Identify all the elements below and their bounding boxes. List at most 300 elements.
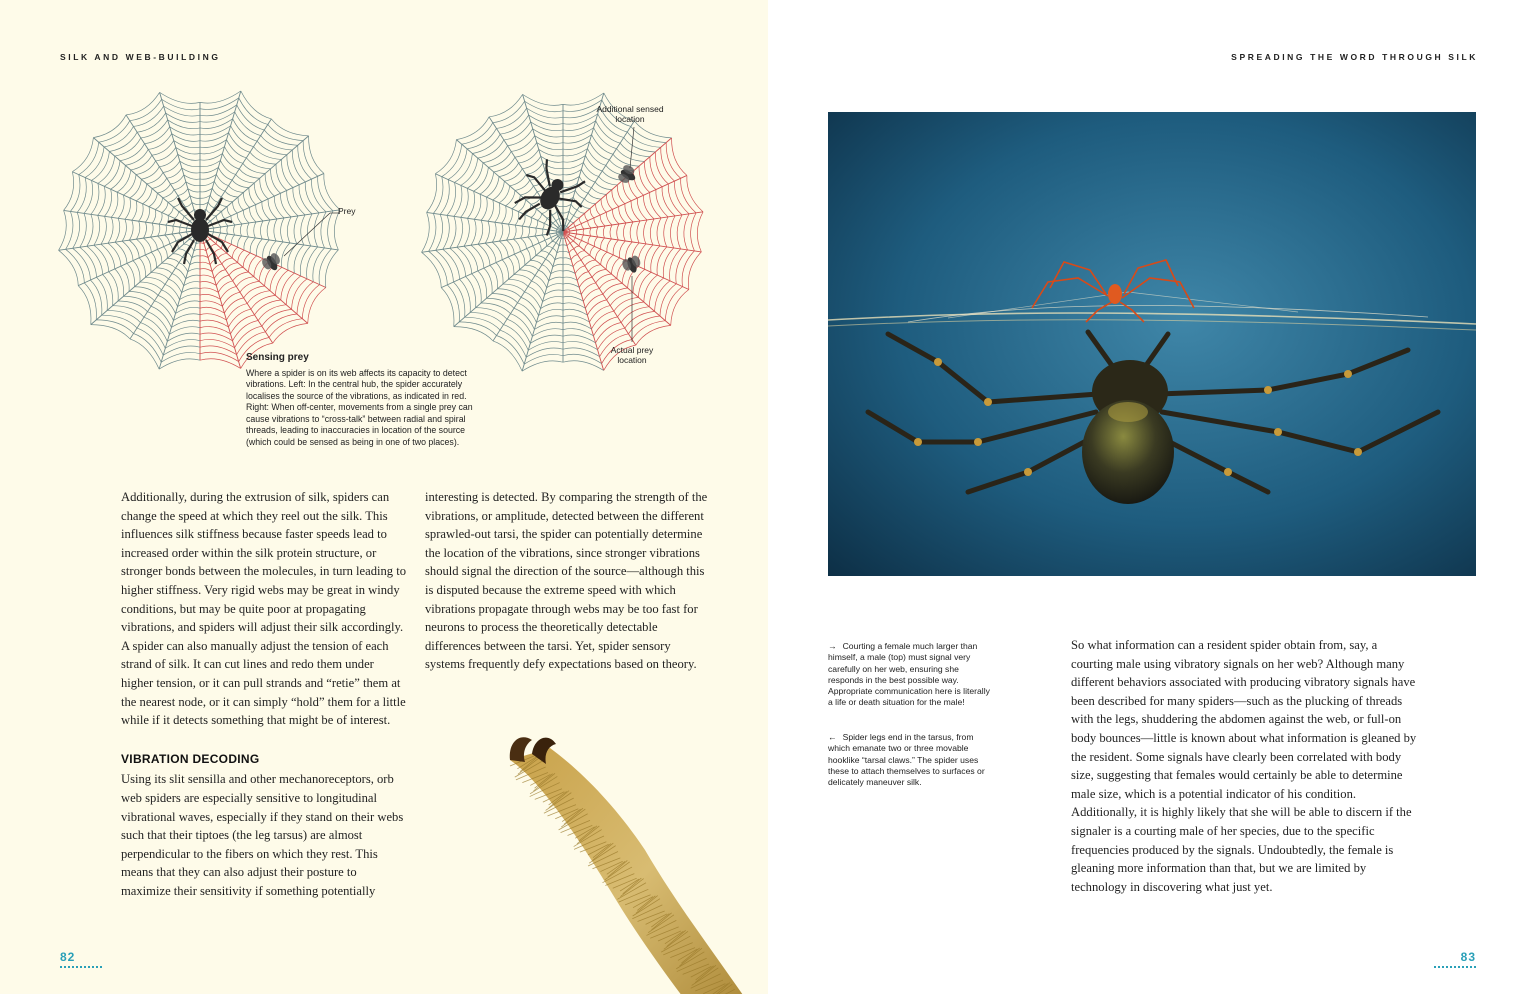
web-spiral (182, 168, 200, 173)
running-header-left: SILK AND WEB-BUILDING (60, 52, 221, 62)
web-spiral (596, 323, 622, 343)
web-spiral (78, 286, 91, 325)
web-spiral (243, 210, 249, 223)
web-spiral (172, 234, 176, 241)
web-spiral (577, 210, 584, 213)
web-spiral (174, 182, 186, 190)
web-spiral (571, 204, 577, 210)
web-spiral (141, 167, 159, 179)
web-spiral (599, 176, 618, 184)
web-spiral (563, 251, 569, 252)
web-spiral (243, 163, 265, 173)
web-spiral (542, 209, 549, 214)
web-spiral (85, 147, 104, 178)
web-spiral (324, 173, 340, 209)
web-spiral (227, 226, 228, 234)
web-spiral (139, 204, 144, 221)
web-spiral (73, 248, 91, 280)
web-spiral (535, 276, 547, 288)
web-spiral (225, 191, 238, 197)
web-spiral (576, 230, 577, 234)
web-spiral (178, 154, 200, 160)
right-page (768, 0, 1536, 994)
web-spiral (493, 101, 525, 122)
web-spiral (569, 211, 574, 215)
web-spiral (514, 308, 534, 329)
web-spiral (536, 256, 546, 260)
web-spiral (492, 222, 496, 242)
web-spiral (594, 218, 598, 227)
web-spiral (519, 270, 535, 276)
web-spiral (122, 219, 126, 241)
web-spiral (585, 213, 588, 221)
web-spiral (200, 294, 220, 299)
web-spiral (563, 258, 571, 260)
web-spiral (536, 316, 563, 323)
web-spiral (555, 258, 563, 260)
web-spiral (208, 202, 214, 208)
web-spiral (200, 301, 222, 306)
web-spiral (101, 216, 106, 244)
web-spiral (525, 265, 539, 270)
web-spiral (655, 152, 668, 184)
web-spiral (84, 283, 96, 320)
web-spiral (136, 221, 139, 239)
web-spiral (556, 218, 559, 220)
web-spiral (158, 236, 164, 247)
web-spiral (73, 212, 80, 248)
label-additional-location: Additional sensed location (596, 104, 664, 124)
caption-text: Courting a female much larger than himself, a male (top) must signal very carefully on her web, ensuring she responds in the best possible way. Appropriate communication here is literally a life or death situation for the male! (828, 641, 990, 708)
web-spiral (121, 266, 129, 291)
web-spiral (592, 135, 613, 155)
web-spiral (159, 154, 177, 166)
web-spiral (606, 194, 612, 209)
spider-leg-image (470, 720, 768, 994)
web-spiral (543, 296, 563, 301)
web-spiral (563, 329, 593, 336)
web-spiral (145, 277, 165, 284)
web-spiral (503, 325, 528, 351)
web-spiral (656, 190, 668, 217)
web-spiral (232, 247, 237, 258)
web-spiral (91, 325, 130, 339)
web-spiral (521, 238, 527, 249)
web-spiral (186, 182, 200, 186)
web-spiral (436, 214, 443, 250)
web-spiral (464, 218, 469, 246)
web-spiral (178, 301, 200, 307)
web-spiral (254, 259, 263, 277)
web-spiral (472, 134, 500, 153)
web-spiral (152, 178, 167, 188)
web-spiral (530, 170, 545, 180)
web-spiral (200, 262, 210, 264)
web-spiral (172, 274, 184, 286)
web-spiral (220, 227, 221, 233)
web-spiral (613, 240, 618, 255)
web-spiral (513, 225, 516, 239)
web-spiral (325, 250, 338, 288)
web-spiral (462, 123, 493, 145)
web-spiral (180, 161, 200, 167)
caption-title: Sensing prey (246, 352, 309, 363)
web-spiral (468, 191, 475, 218)
web-spiral (601, 238, 605, 249)
web-spiral (637, 198, 647, 220)
web-spiral (233, 119, 257, 141)
web-spiral (590, 246, 595, 255)
web-spiral (256, 239, 262, 256)
web-spiral (567, 237, 569, 238)
web-spiral (450, 216, 456, 248)
web-spiral (595, 249, 600, 260)
web-spiral (595, 182, 612, 190)
web-spiral (192, 202, 200, 204)
leg-caption (828, 732, 990, 788)
web-spiral (552, 211, 557, 214)
web-spiral (227, 206, 231, 215)
web-spiral (66, 249, 85, 283)
web-spiral (200, 91, 241, 103)
web-spiral (563, 283, 579, 287)
web-spiral (133, 106, 163, 126)
web-spiral (443, 215, 450, 249)
web-spiral (484, 268, 492, 293)
web-offcenter-diagram (422, 93, 703, 371)
web-spiral (308, 287, 326, 323)
web-spiral (265, 174, 274, 197)
web-spiral (168, 195, 178, 202)
web-spiral (72, 138, 93, 172)
web-spiral (200, 181, 214, 185)
web-spiral (664, 217, 668, 247)
web-spiral (547, 246, 553, 248)
web-spiral (147, 172, 163, 183)
web-spiral (565, 225, 567, 226)
web-spiral (545, 290, 563, 295)
web-spiral (508, 209, 512, 224)
web-spiral (141, 120, 168, 138)
web-spiral (506, 190, 515, 205)
web-spiral (688, 252, 701, 290)
web-spiral (551, 238, 552, 242)
web-spiral (670, 216, 675, 248)
web-spiral (539, 243, 542, 251)
web-spiral (140, 282, 162, 290)
web-spiral (563, 264, 573, 266)
web-spiral (70, 175, 80, 212)
web-spiral (553, 264, 563, 267)
web-spiral (563, 277, 577, 280)
web-spiral (582, 224, 584, 229)
web-spiral (140, 323, 165, 349)
web-spiral (606, 255, 613, 269)
web-spiral (573, 260, 581, 266)
web-spiral (563, 296, 583, 301)
web-spiral (610, 225, 612, 239)
web-spiral (250, 207, 256, 222)
web-spiral (528, 237, 533, 246)
page-number-left: 82 (60, 950, 76, 964)
web-spiral (541, 251, 549, 254)
web-spiral (471, 219, 476, 245)
figure-caption (246, 352, 482, 448)
web-spiral (166, 113, 200, 122)
web-spiral (220, 287, 236, 300)
web-spiral (225, 234, 228, 242)
web-spiral (474, 194, 481, 219)
web-spiral (596, 274, 612, 283)
web-spiral (234, 225, 235, 235)
web-spiral (125, 149, 148, 165)
web-spiral (527, 108, 563, 118)
web-spiral (243, 192, 249, 207)
web-spiral (496, 108, 526, 128)
web-spiral (200, 327, 230, 334)
web-spiral (524, 354, 563, 364)
web-spiral (165, 235, 170, 244)
web-spiral (545, 259, 552, 267)
web-spiral (235, 112, 261, 136)
web-spiral (122, 241, 133, 260)
web-spiral (563, 322, 591, 329)
web-spiral (80, 247, 97, 277)
web-spiral (239, 98, 268, 125)
web-spiral (118, 195, 124, 218)
web-spiral (649, 278, 663, 307)
web-spiral (563, 156, 585, 163)
web-spiral (470, 312, 503, 324)
web-spiral (579, 241, 582, 246)
web-spiral (607, 239, 612, 252)
web-spiral (563, 354, 602, 363)
web-spiral (563, 271, 575, 274)
web-spiral (212, 264, 222, 272)
web-spiral (521, 226, 523, 238)
web-spiral (125, 198, 131, 219)
web-spiral (697, 212, 703, 252)
web-spiral (603, 226, 605, 238)
web-spiral (552, 248, 556, 253)
web-spiral (661, 147, 675, 181)
web-spiral (492, 242, 502, 260)
web-spiral (520, 186, 533, 195)
web-spiral (568, 235, 569, 237)
web-spiral (429, 251, 448, 285)
web-spiral (145, 255, 151, 273)
web-spiral (588, 221, 591, 228)
web-spiral (263, 240, 269, 259)
web-spiral (213, 232, 214, 236)
web-spiral (628, 316, 660, 334)
web-spiral (200, 359, 241, 369)
web-spiral (549, 277, 563, 281)
caption-text: Spider legs end in the tarsus, from which emanate two or three movable hooklike “tarsal claws.” The spider uses these to attach themselves to surfaces or delicately maneuver silk. (828, 732, 985, 788)
web-spiral (558, 226, 560, 227)
web-spiral (190, 262, 200, 265)
web-spiral (99, 121, 130, 143)
web-spiral (222, 211, 225, 219)
web-spiral (579, 277, 592, 287)
web-spiral (163, 247, 167, 259)
web-spiral (236, 277, 254, 287)
web-spiral (175, 268, 185, 279)
prey-icon-additional (617, 163, 640, 187)
spider-icon-right (505, 154, 593, 243)
web-spiral (287, 190, 298, 216)
web-spiral (606, 212, 612, 225)
web-spiral (549, 234, 551, 238)
web-spiral (238, 236, 242, 247)
web-spiral (80, 213, 87, 247)
web-spiral (485, 243, 496, 262)
web-spiral (130, 339, 159, 369)
web-spiral (300, 246, 310, 276)
web-spiral (581, 255, 590, 260)
web-spiral (281, 243, 289, 267)
arrow-left-icon: ← (828, 732, 837, 742)
web-spiral (163, 190, 174, 198)
web-spiral (150, 223, 153, 237)
web-spiral (569, 233, 570, 235)
page-number-dots (60, 966, 102, 968)
web-spiral (181, 216, 184, 221)
web-spiral (570, 221, 574, 223)
web-spiral (535, 228, 537, 236)
web-spiral (556, 243, 559, 246)
web-spiral (443, 249, 460, 279)
web-spiral (677, 215, 682, 249)
web-spiral (104, 161, 120, 187)
web-spiral (499, 223, 502, 241)
web-spiral (650, 192, 661, 218)
web-spiral (542, 265, 551, 274)
web-spiral (526, 348, 563, 357)
web-spiral (134, 287, 158, 296)
web-spiral (313, 248, 325, 282)
web-spiral (182, 196, 190, 202)
web-spiral (190, 196, 200, 199)
web-spiral (570, 241, 574, 243)
web-spiral (514, 254, 519, 270)
photo-caption (828, 641, 990, 709)
web-spiral (286, 276, 300, 305)
web-spiral (186, 232, 188, 236)
web-spiral (172, 226, 174, 234)
paragraph: Using its slit sensilla and other mechanoreceptors, orb web spiders are especially sensitive to longitudinal vibrational waves, especially if they stand on their webs such that their tiptoes (the leg tarsus) are almost perpendicular to the fibers on which they rest. This means that they can also adjust their posture to maximize their sensitivity if something potentially (121, 772, 404, 898)
web-spiral (536, 220, 538, 228)
web-spiral (233, 321, 259, 341)
web-spiral (182, 288, 200, 293)
web-spiral (200, 249, 206, 250)
body-column-right (1071, 636, 1417, 896)
web-spiral (157, 249, 161, 263)
web-spiral (481, 197, 487, 220)
web-spiral (535, 236, 539, 243)
web-spiral (93, 115, 126, 138)
web-spiral (126, 92, 160, 115)
web-spiral (194, 249, 200, 251)
web-spiral (188, 189, 200, 192)
web-spiral (590, 208, 594, 217)
web-spiral (200, 195, 210, 198)
web-spiral (447, 285, 459, 322)
web-spiral (537, 214, 541, 221)
web-spiral (575, 190, 584, 198)
web-spiral (271, 119, 308, 136)
web-spiral (180, 294, 200, 299)
web-spiral (229, 133, 250, 153)
web-spiral (216, 275, 229, 285)
web-spiral (158, 224, 160, 236)
web-spiral (137, 328, 163, 355)
web-spiral (538, 270, 548, 281)
web-spiral (583, 163, 598, 177)
web-spiral (526, 163, 543, 174)
web-spiral (168, 207, 173, 216)
arrow-right-icon: → (828, 641, 837, 651)
web-spiral (221, 197, 232, 202)
web-spiral (274, 196, 284, 218)
web-spiral (583, 289, 599, 302)
web-spiral (557, 227, 558, 229)
page-number-right: 83 (1460, 950, 1476, 964)
web-spiral (670, 249, 681, 281)
body-column-2 (425, 488, 709, 674)
web-spiral (528, 227, 530, 237)
web-spiral (578, 251, 585, 255)
web-spiral (200, 320, 228, 327)
web-spiral (186, 228, 187, 232)
web-spiral (165, 225, 167, 235)
web-spiral (671, 289, 689, 325)
web-spiral (267, 220, 270, 240)
web-spiral (636, 325, 671, 345)
web-spiral (584, 199, 595, 204)
web-spiral (506, 224, 509, 240)
web-spiral (87, 246, 103, 274)
web-spiral (466, 276, 476, 307)
web-spiral (488, 200, 494, 221)
web-spiral (167, 168, 182, 178)
web-spiral (225, 263, 237, 270)
web-spiral (260, 178, 268, 199)
web-spiral (522, 361, 563, 371)
web-spiral (510, 314, 532, 337)
web-spiral (231, 216, 235, 225)
web-spiral (489, 94, 523, 117)
web-spiral (107, 310, 140, 322)
web-spiral (544, 218, 547, 223)
web-spiral (567, 218, 570, 221)
web-spiral (143, 222, 146, 238)
web-spiral (136, 184, 146, 201)
web-spiral (133, 333, 161, 362)
web-spiral (269, 319, 302, 338)
web-spiral (450, 248, 466, 276)
web-spiral (166, 215, 169, 225)
caption-text: Where a spider is on its web affects its capacity to detect vibrations. Left: In the central hub, the spider accurately localises the source of the vibrations, as indicated in red. Right: When off-center, movements from a single prey can cause vibrations to “cross-talk” between radial and spiral threads, leading to inaccuracies in location of the source (which could be sensed as being in one of two places). (246, 367, 473, 447)
web-spiral (563, 316, 589, 322)
web-spiral (563, 169, 581, 174)
web-spiral (200, 174, 216, 179)
web-spiral (513, 239, 520, 251)
web-spiral (200, 288, 218, 292)
web-spiral (186, 275, 200, 279)
web-spiral (574, 246, 579, 249)
web-spiral (503, 284, 525, 292)
